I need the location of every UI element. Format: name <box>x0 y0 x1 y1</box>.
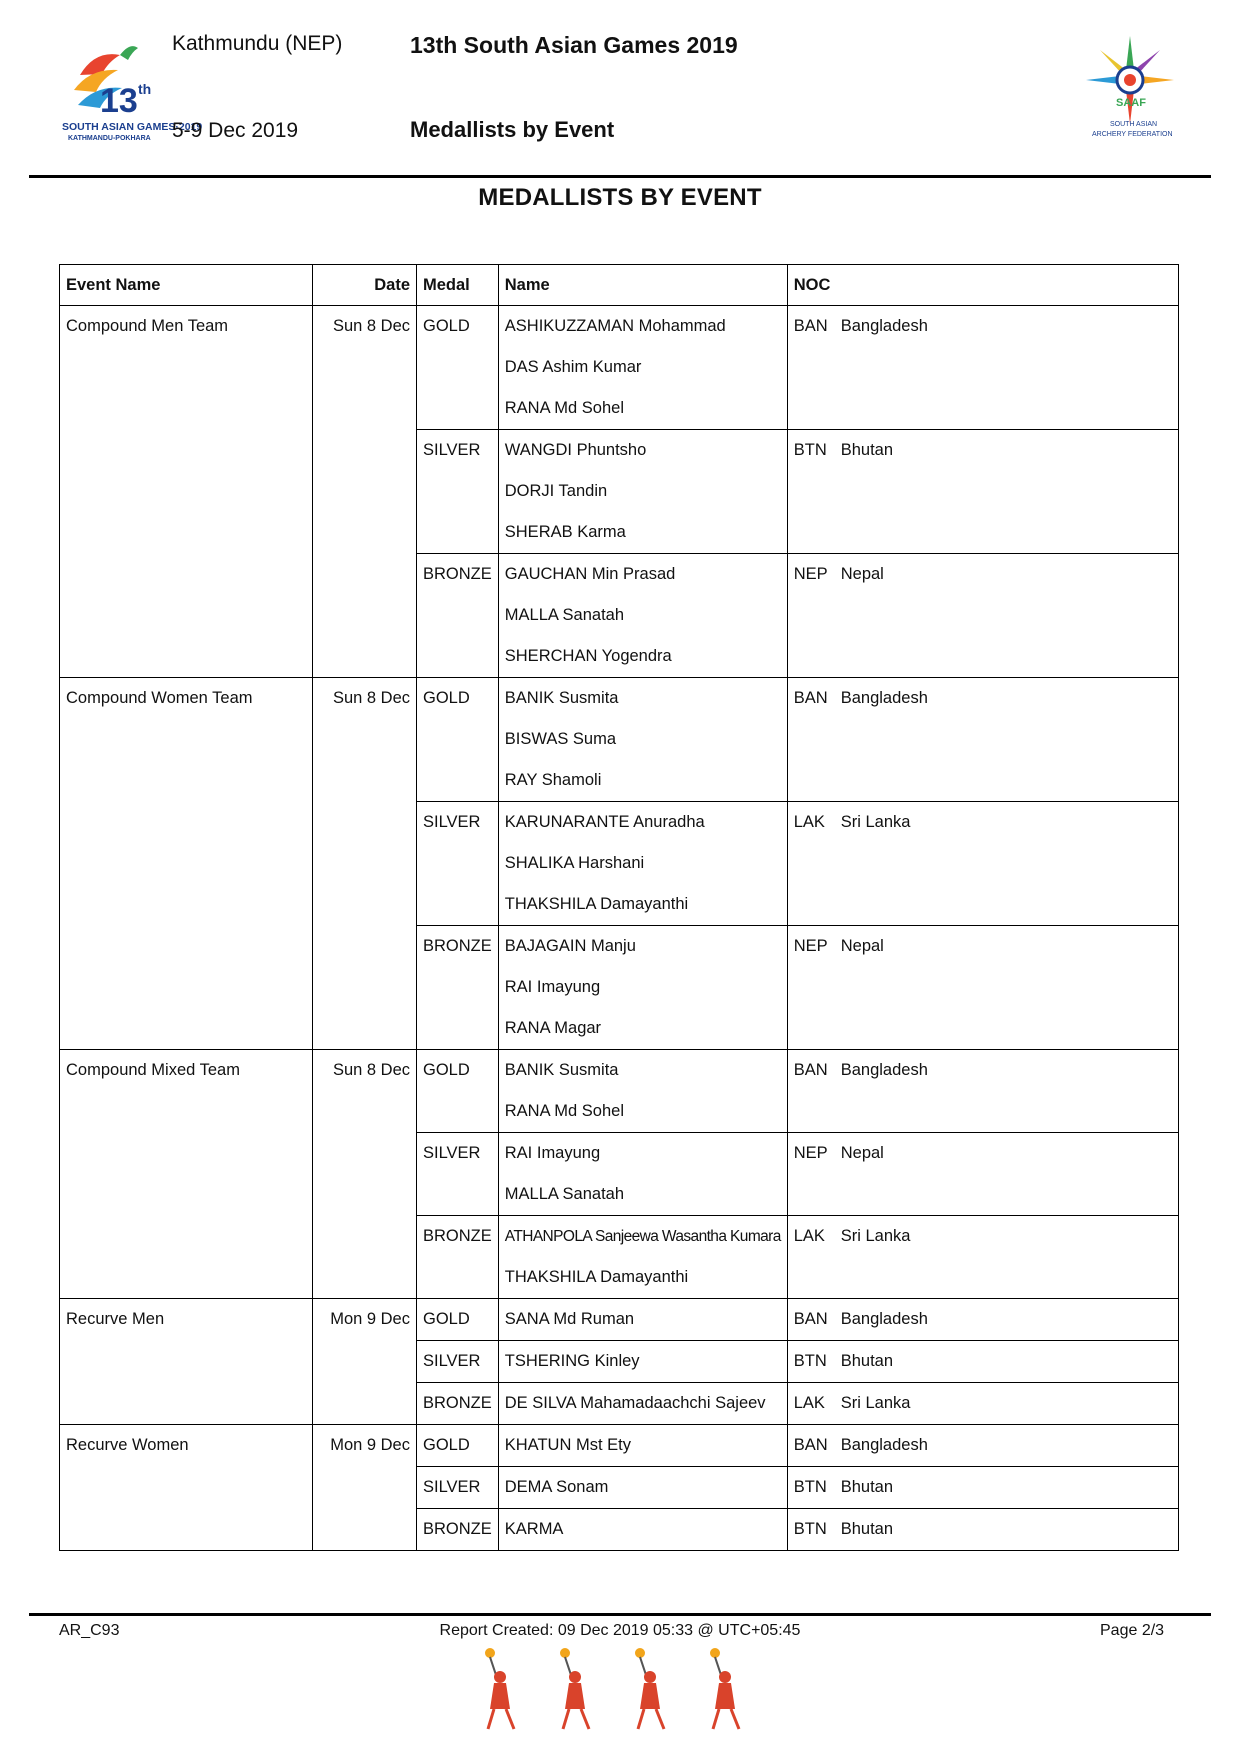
medal-label: BRONZE <box>423 1520 492 1538</box>
noc-name: Bhutan <box>840 1478 894 1496</box>
noc-name: Bhutan <box>840 1352 894 1370</box>
mascot-banner <box>470 1645 770 1735</box>
table-header-row <box>60 265 1179 306</box>
athlete-name: DORJI Tandin <box>504 482 608 500</box>
names-cell <box>498 1425 787 1467</box>
medal-label: BRONZE <box>423 937 492 955</box>
noc-name: Sri Lanka <box>840 1227 911 1245</box>
column-header-event: Event Name <box>60 265 313 306</box>
svg-text:SOUTH ASIAN: SOUTH ASIAN <box>1110 121 1158 128</box>
athlete-name: GAUCHAN Min Prasad <box>504 565 676 583</box>
event-name: Recurve Women <box>66 1436 189 1454</box>
noc-code: LAK <box>793 813 825 831</box>
athlete-name: MALLA Sanatah <box>504 606 625 624</box>
athlete-name: BISWAS Suma <box>504 730 617 748</box>
medal-label: SILVER <box>423 1144 481 1162</box>
medal-label: BRONZE <box>423 1227 492 1245</box>
athlete-name: RANA Magar <box>504 1019 602 1037</box>
noc-cell <box>787 1216 1178 1299</box>
medal-label: GOLD <box>423 689 470 707</box>
noc-cell <box>787 1133 1178 1216</box>
noc-code: BTN <box>793 1352 827 1370</box>
athlete-name: THAKSHILA Damayanthi <box>504 895 689 913</box>
noc-name: Bangladesh <box>840 1310 928 1328</box>
event-date: Mon 9 Dec <box>330 1310 410 1328</box>
noc-cell <box>787 1467 1178 1509</box>
saaf-logo <box>1080 30 1180 145</box>
medal-label: BRONZE <box>423 565 492 583</box>
event-date-cell <box>313 678 417 1050</box>
table-row <box>60 1050 1179 1133</box>
mascot-icon <box>560 1648 589 1729</box>
table-row <box>60 1425 1179 1467</box>
medal-cell <box>417 1133 499 1216</box>
report-title: Medallists by Event <box>410 117 615 142</box>
names-cell <box>498 430 787 554</box>
noc-name: Bangladesh <box>840 1061 928 1079</box>
event-name-cell <box>60 1050 313 1299</box>
athlete-name: SHERAB Karma <box>504 523 626 541</box>
svg-text:SOUTH ASIAN GAMES·2019: SOUTH ASIAN GAMES·2019 <box>62 121 203 133</box>
games-title: 13th South Asian Games 2019 <box>410 32 738 58</box>
names-cell <box>498 1216 787 1299</box>
event-name-cell <box>60 1425 313 1551</box>
event-name: Compound Mixed Team <box>66 1061 240 1079</box>
medal-label: BRONZE <box>423 1394 492 1412</box>
table-row <box>60 306 1179 430</box>
medal-label: SILVER <box>423 813 481 831</box>
page-number: Page 2/3 <box>1100 1622 1165 1639</box>
names-cell <box>498 1299 787 1341</box>
medal-cell <box>417 1341 499 1383</box>
athlete-name: KHATUN Mst Ety <box>504 1436 631 1454</box>
medal-cell <box>417 430 499 554</box>
noc-name: Sri Lanka <box>840 813 911 831</box>
names-cell <box>498 1341 787 1383</box>
athlete-name: ATHANPOLA Sanjeewa Wasantha Kumara <box>504 1228 781 1245</box>
noc-cell <box>787 306 1178 430</box>
athlete-name: WANGDI Phuntsho <box>504 441 647 459</box>
noc-code: NEP <box>793 1144 828 1162</box>
svg-text:KATHMANDU-POKHARA: KATHMANDU-POKHARA <box>68 135 151 142</box>
medal-cell <box>417 678 499 802</box>
medallists-table <box>59 264 1179 1551</box>
athlete-name: RANA Md Sohel <box>504 1102 624 1120</box>
event-date: Mon 9 Dec <box>330 1436 410 1454</box>
event-name-cell <box>60 1299 313 1425</box>
noc-name: Bhutan <box>840 441 894 459</box>
names-cell <box>498 678 787 802</box>
names-cell <box>498 1509 787 1551</box>
noc-name: Bangladesh <box>840 689 928 707</box>
event-name: Compound Women Team <box>66 689 253 707</box>
athlete-name: SANA Md Ruman <box>504 1310 635 1328</box>
medal-label: GOLD <box>423 1061 470 1079</box>
names-cell <box>498 306 787 430</box>
noc-code: BAN <box>793 1310 828 1328</box>
medal-cell <box>417 1509 499 1551</box>
medal-cell <box>417 1299 499 1341</box>
header-divider <box>29 175 1211 178</box>
athlete-name: RAI Imayung <box>504 1144 601 1162</box>
athlete-name: KARMA <box>504 1520 564 1538</box>
noc-code: LAK <box>793 1394 825 1412</box>
event-date: Sun 8 Dec <box>332 689 410 707</box>
noc-cell <box>787 1341 1178 1383</box>
names-cell <box>498 1133 787 1216</box>
noc-name: Bangladesh <box>840 1436 928 1454</box>
medal-label: SILVER <box>423 441 481 459</box>
medal-cell <box>417 1425 499 1467</box>
event-date-cell <box>313 1425 417 1551</box>
noc-name: Bhutan <box>840 1520 894 1538</box>
mascot-icon <box>710 1648 739 1729</box>
event-date: Sun 8 Dec <box>332 317 410 335</box>
names-cell <box>498 1467 787 1509</box>
noc-cell <box>787 1425 1178 1467</box>
event-name-cell <box>60 306 313 678</box>
names-cell <box>498 802 787 926</box>
athlete-name: RAY Shamoli <box>504 771 602 789</box>
table-row <box>60 678 1179 802</box>
medal-cell <box>417 802 499 926</box>
games-dates: 5-9 Dec 2019 <box>172 119 299 142</box>
noc-cell <box>787 1383 1178 1425</box>
noc-cell <box>787 678 1178 802</box>
athlete-name: TSHERING Kinley <box>504 1352 640 1370</box>
names-cell <box>498 554 787 678</box>
noc-name: Nepal <box>840 1144 884 1162</box>
noc-name: Bangladesh <box>840 317 928 335</box>
noc-code: NEP <box>793 937 828 955</box>
page-title: MEDALLISTS BY EVENT <box>478 184 762 211</box>
athlete-name: SHALIKA Harshani <box>504 854 645 872</box>
noc-cell <box>787 430 1178 554</box>
table-body <box>60 306 1179 1551</box>
athlete-name: SHERCHAN Yogendra <box>504 647 672 665</box>
footer-divider <box>29 1613 1211 1616</box>
event-date-cell <box>313 1050 417 1299</box>
athlete-name: BANIK Susmita <box>504 1061 619 1079</box>
noc-cell <box>787 1299 1178 1341</box>
noc-cell <box>787 802 1178 926</box>
noc-code: NEP <box>793 565 828 583</box>
noc-code: BAN <box>793 317 828 335</box>
athlete-name: BANIK Susmita <box>504 689 619 707</box>
medal-cell <box>417 926 499 1050</box>
noc-code: BAN <box>793 1061 828 1079</box>
noc-code: BTN <box>793 1478 827 1496</box>
event-name-cell <box>60 678 313 1050</box>
noc-cell <box>787 926 1178 1050</box>
mascot-icon <box>635 1648 664 1729</box>
medal-cell <box>417 1467 499 1509</box>
svg-text:th: th <box>138 81 152 97</box>
noc-cell <box>787 554 1178 678</box>
noc-code: LAK <box>793 1227 825 1245</box>
noc-name: Sri Lanka <box>840 1394 911 1412</box>
event-date-cell <box>313 306 417 678</box>
athlete-name: THAKSHILA Damayanthi <box>504 1268 689 1286</box>
noc-name: Nepal <box>840 937 884 955</box>
names-cell <box>498 1050 787 1133</box>
noc-cell <box>787 1509 1178 1551</box>
column-header-date: Date <box>313 265 417 306</box>
column-header-noc: NOC <box>787 265 1178 306</box>
athlete-name: DAS Ashim Kumar <box>504 358 642 376</box>
athlete-name: RAI Imayung <box>504 978 601 996</box>
host-city: Kathmundu (NEP) <box>172 32 343 55</box>
medal-cell <box>417 554 499 678</box>
noc-code: BAN <box>793 1436 828 1454</box>
athlete-name: RANA Md Sohel <box>504 399 624 417</box>
svg-text:ARCHERY FEDERATION: ARCHERY FEDERATION <box>1092 131 1173 138</box>
event-name: Recurve Men <box>66 1310 165 1328</box>
medal-cell <box>417 1050 499 1133</box>
names-cell <box>498 926 787 1050</box>
event-date-cell <box>313 1299 417 1425</box>
noc-cell <box>787 1050 1178 1133</box>
athlete-name: DEMA Sonam <box>504 1478 609 1496</box>
athlete-name: KARUNARANTE Anuradha <box>504 813 705 831</box>
athlete-name: MALLA Sanatah <box>504 1185 625 1203</box>
noc-name: Nepal <box>840 565 884 583</box>
noc-code: BAN <box>793 689 828 707</box>
medal-cell <box>417 1216 499 1299</box>
mascot-icon <box>485 1648 514 1729</box>
athlete-name: BAJAGAIN Manju <box>504 937 636 955</box>
medal-label: SILVER <box>423 1478 481 1496</box>
medal-label: SILVER <box>423 1352 481 1370</box>
event-name: Compound Men Team <box>66 317 229 335</box>
event-date: Sun 8 Dec <box>332 1061 410 1079</box>
medal-cell <box>417 1383 499 1425</box>
noc-code: BTN <box>793 441 827 459</box>
column-header-name: Name <box>498 265 787 306</box>
report-code: AR_C93 <box>59 1622 120 1639</box>
medal-label: GOLD <box>423 317 470 335</box>
medal-label: GOLD <box>423 1436 470 1454</box>
report-created: Report Created: 09 Dec 2019 05:33 @ UTC+05:45 <box>439 1622 801 1639</box>
noc-code: BTN <box>793 1520 827 1538</box>
athlete-name: ASHIKUZZAMAN Mohammad <box>504 317 726 335</box>
names-cell <box>498 1383 787 1425</box>
svg-text:13: 13 <box>100 82 138 120</box>
column-header-medal: Medal <box>417 265 499 306</box>
medal-cell <box>417 306 499 430</box>
athlete-name: DE SILVA Mahamadaachchi Sajeev <box>504 1394 766 1412</box>
medal-label: GOLD <box>423 1310 470 1328</box>
south-asian-games-logo <box>60 30 203 145</box>
svg-text:SAAF: SAAF <box>1116 97 1146 109</box>
table-row <box>60 1299 1179 1341</box>
